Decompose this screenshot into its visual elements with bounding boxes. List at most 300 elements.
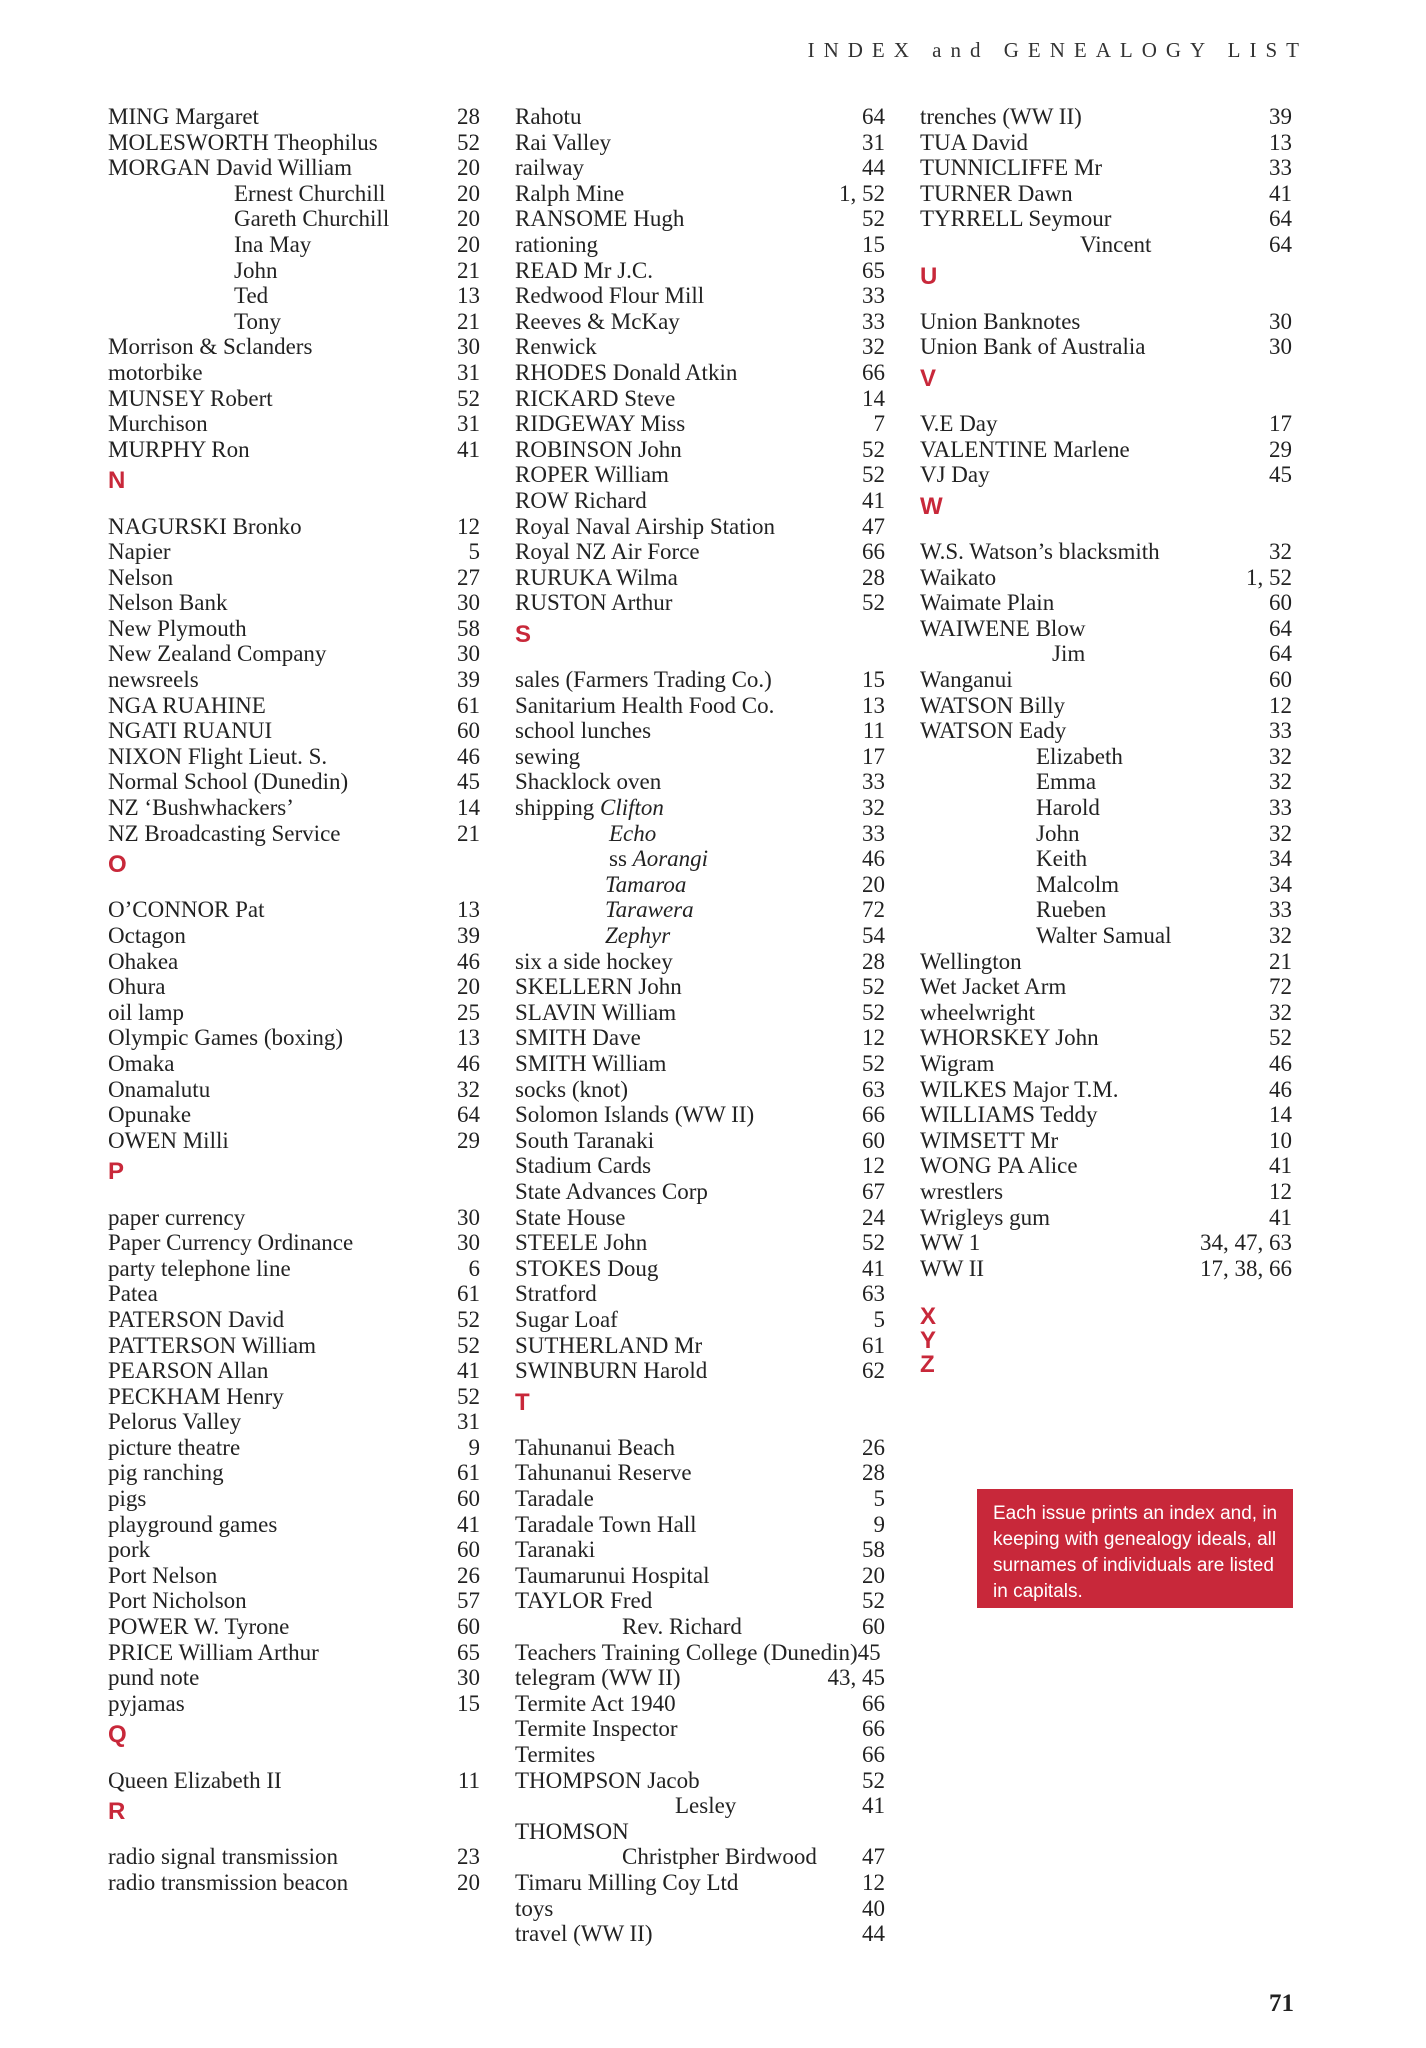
entry-pages: 66 <box>862 1102 885 1128</box>
entry-name: Port Nicholson <box>108 1588 247 1614</box>
entry-pages: 64 <box>457 1102 480 1128</box>
entry-pages: 60 <box>862 1127 885 1153</box>
entry-pages: 52 <box>862 974 885 1000</box>
entry-name: newsreels <box>108 667 199 693</box>
index-entry <box>108 1102 480 1128</box>
entry-pages: 52 <box>862 436 885 462</box>
section-letter: R <box>108 1798 126 1826</box>
entry-name: SKELLERN John <box>515 974 682 1000</box>
entry-name: six a side hockey <box>515 948 673 974</box>
entry-pages: 13 <box>457 897 480 923</box>
ship-name: Tarawera <box>605 897 694 923</box>
entry-pages: 32 <box>1269 769 1292 795</box>
entry-name: wheelwright <box>920 999 1035 1025</box>
entry-pages: 28 <box>862 948 885 974</box>
entry-pages: 64 <box>862 104 885 129</box>
index-entry <box>515 514 885 540</box>
index-entry <box>515 1896 885 1922</box>
entry-name: Renwick <box>515 334 597 360</box>
entry-name: rationing <box>515 231 599 257</box>
index-entry <box>108 1051 480 1077</box>
entry-pages: 64 <box>1269 615 1292 641</box>
index-entry <box>108 1025 480 1051</box>
entry-pages: 21 <box>457 820 480 846</box>
index-entry <box>515 1205 885 1231</box>
entry-pages: 33 <box>1269 795 1292 821</box>
entry-name: pork <box>108 1537 151 1563</box>
entry-name: Teachers Training College (Dunedin)45 <box>515 1639 881 1665</box>
entry-pages: 32 <box>862 795 885 821</box>
section-letters-xyz <box>920 1305 1292 1377</box>
index-entry <box>920 181 1292 207</box>
index-entry <box>920 565 1292 591</box>
index-entry <box>515 1844 885 1870</box>
entry-name: Onamalutu <box>108 1076 211 1102</box>
entry-pages: 46 <box>1269 1050 1292 1076</box>
entry-pages: 63 <box>862 1281 885 1307</box>
entry-name: pyjamas <box>108 1690 185 1716</box>
index-entry <box>108 641 480 667</box>
index-entry <box>515 846 885 872</box>
entry-name: Patea <box>108 1281 158 1307</box>
entry-name: WILLIAMS Teddy <box>920 1102 1098 1128</box>
entry-name: Tahunanui Reserve <box>515 1460 692 1486</box>
entry-name: Waikato <box>920 564 997 590</box>
index-entry <box>108 1205 480 1231</box>
entry-pages: 21 <box>457 308 480 334</box>
entry-pages: 34 <box>1269 871 1292 897</box>
index-entry <box>920 923 1292 949</box>
entry-name: Emma <box>1036 769 1097 795</box>
entry-pages: 14 <box>862 385 885 411</box>
entry-name: playground games <box>108 1511 278 1537</box>
index-entry <box>108 1691 480 1717</box>
entry-pages: 27 <box>457 564 480 590</box>
entry-pages: 66 <box>862 1690 885 1716</box>
entry-pages: 66 <box>862 539 885 565</box>
entry-pages: 26 <box>862 1434 885 1460</box>
index-entry <box>515 1179 885 1205</box>
index-entry <box>515 1819 885 1845</box>
entry-name: TURNER Dawn <box>920 180 1073 206</box>
entry-pages: 32 <box>457 1076 480 1102</box>
entry-name: Tony <box>234 308 281 334</box>
index-entry <box>108 1537 480 1563</box>
entry-pages: 32 <box>1269 923 1292 948</box>
entry-name: WAIWENE Blow <box>920 615 1086 641</box>
entry-pages: 28 <box>862 564 885 590</box>
entry-pages: 41 <box>1269 1153 1292 1179</box>
entry-name: Rueben <box>1036 897 1107 923</box>
index-entry <box>920 590 1292 616</box>
entry-name: radio signal transmission <box>108 1844 338 1870</box>
entry-name: Sugar Loaf <box>515 1306 618 1332</box>
index-entry <box>108 1230 480 1256</box>
index-entry <box>108 334 480 360</box>
entry-pages: 46 <box>457 948 480 974</box>
entry-pages: 12 <box>862 1869 885 1895</box>
index-entry <box>515 1640 885 1666</box>
entry-name: WHORSKEY John <box>920 1025 1099 1051</box>
entry-pages: 32 <box>862 334 885 360</box>
index-entry <box>920 1102 1292 1128</box>
entry-name: Morrison & Sclanders <box>108 334 313 360</box>
index-entry <box>515 206 885 232</box>
index-entry <box>515 1128 885 1154</box>
entry-pages: 60 <box>862 1614 885 1640</box>
entry-name: Rai Valley <box>515 129 612 155</box>
entry-name: ROW Richard <box>515 487 647 513</box>
index-column-3 <box>920 104 1292 1377</box>
index-entry <box>920 693 1292 719</box>
entry-name: Wanganui <box>920 667 1013 693</box>
index-entry <box>515 1870 885 1896</box>
entry-pages: 41 <box>1269 180 1292 206</box>
index-entry <box>108 539 480 565</box>
entry-name: Nelson <box>108 564 174 590</box>
entry-pages: 33 <box>1269 155 1292 181</box>
entry-pages: 12 <box>862 1025 885 1051</box>
entry-name: TUNNICLIFFE Mr <box>920 155 1103 181</box>
entry-name: Gareth Churchill <box>234 206 390 232</box>
index-entry <box>108 1435 480 1461</box>
entry-pages: 52 <box>1269 1025 1292 1051</box>
section-letter: X <box>920 1303 937 1331</box>
index-entry <box>108 411 480 437</box>
index-entry <box>515 1333 885 1359</box>
entry-name: NAGURSKI Bronko <box>108 513 302 539</box>
entry-pages: 24 <box>862 1204 885 1230</box>
entry-pages: 9 <box>873 1511 885 1537</box>
index-entry <box>108 616 480 642</box>
entry-pages: 52 <box>862 999 885 1025</box>
index-entry <box>920 667 1292 693</box>
entry-name: toys <box>515 1895 554 1921</box>
entry-name: Rahotu <box>515 104 582 129</box>
index-entry <box>108 1384 480 1410</box>
entry-pages: 64 <box>1269 231 1292 257</box>
entry-name: ROPER William <box>515 462 669 488</box>
entry-pages: 47 <box>862 513 885 539</box>
entry-pages: 12 <box>1269 692 1292 718</box>
entry-name <box>605 923 670 949</box>
entry-pages: 31 <box>862 129 885 155</box>
entry-pages: 23 <box>457 1844 480 1870</box>
index-entry <box>515 1716 885 1742</box>
entry-name: RANSOME Hugh <box>515 206 685 232</box>
entry-name: trenches (WW II) <box>920 104 1082 129</box>
index-entry <box>108 206 480 232</box>
entry-name: Taradale Town Hall <box>515 1511 697 1537</box>
entry-pages: 30 <box>457 641 480 667</box>
index-entry <box>108 437 480 463</box>
entry-name: Taranaki <box>515 1537 596 1563</box>
index-entry <box>515 104 885 130</box>
entry-name: Queen Elizabeth II <box>108 1767 282 1793</box>
entry-name: picture theatre <box>108 1434 241 1460</box>
index-entry <box>515 283 885 309</box>
index-entry <box>515 1588 885 1614</box>
index-entry <box>920 846 1292 872</box>
ship-name: Aorangi <box>632 846 709 872</box>
entry-name: NIXON Flight Lieut. S. <box>108 743 328 769</box>
index-entry <box>108 309 480 335</box>
running-header: INDEX and GENEALOGY LIST <box>807 38 1308 62</box>
entry-name: PATTERSON William <box>108 1332 317 1358</box>
index-entry <box>920 1179 1292 1205</box>
entry-name: MING Margaret <box>108 104 259 129</box>
entry-pages: 15 <box>862 667 885 693</box>
index-entry <box>515 1307 885 1333</box>
entry-pages: 52 <box>457 129 480 155</box>
index-entry <box>515 923 885 949</box>
entry-name: WW II <box>920 1255 985 1281</box>
entry-pages: 32 <box>1269 539 1292 565</box>
entry-name: RIDGEWAY Miss <box>515 411 686 437</box>
index-entry <box>515 334 885 360</box>
entry-pages: 45 <box>457 769 480 795</box>
entry-name: Pelorus Valley <box>108 1409 242 1435</box>
entry-name: Elizabeth <box>1036 743 1123 769</box>
entry-pages: 52 <box>862 206 885 232</box>
index-entry <box>108 1307 480 1333</box>
entry-pages: 64 <box>1269 206 1292 232</box>
entry-name: radio transmission beacon <box>108 1869 349 1895</box>
entry-name: pund note <box>108 1665 200 1691</box>
entry-name: RICKARD Steve <box>515 385 676 411</box>
index-entry <box>108 130 480 156</box>
index-entry <box>515 897 885 923</box>
entry-pages: 17 <box>862 743 885 769</box>
entry-name: V.E Day <box>920 411 998 437</box>
entry-pages: 52 <box>457 1306 480 1332</box>
entry-pages: 41 <box>862 1793 885 1819</box>
entry-pages: 39 <box>1269 104 1292 129</box>
section-letter: Q <box>108 1721 127 1749</box>
index-entry <box>515 821 885 847</box>
entry-pages: 32 <box>1269 820 1292 846</box>
section-letter: S <box>515 620 532 648</box>
index-entry <box>108 1563 480 1589</box>
entry-name: Malcolm <box>1036 871 1120 897</box>
index-entry <box>920 130 1292 156</box>
entry-name: Shacklock oven <box>515 769 662 795</box>
index-entry <box>108 1128 480 1154</box>
index-entry <box>515 1691 885 1717</box>
entry-pages: 67 <box>862 1178 885 1204</box>
index-entry <box>920 437 1292 463</box>
index-entry <box>515 1665 885 1691</box>
index-entry <box>515 1051 885 1077</box>
index-entry <box>108 1358 480 1384</box>
entry-name: Tahunanui Beach <box>515 1434 675 1460</box>
entry-pages: 46 <box>862 846 885 872</box>
index-entry <box>515 309 885 335</box>
index-entry <box>108 974 480 1000</box>
index-entry <box>515 437 885 463</box>
entry-pages: 11 <box>862 718 885 744</box>
entry-pages: 33 <box>862 308 885 334</box>
index-entry <box>515 1000 885 1026</box>
entry-pages: 43, 45 <box>827 1665 885 1691</box>
index-entry <box>920 974 1292 1000</box>
entry-pages: 58 <box>457 615 480 641</box>
index-entry <box>108 667 480 693</box>
index-column-2 <box>515 104 885 1947</box>
entry-name <box>605 897 694 923</box>
section-letter: O <box>108 851 127 879</box>
index-entry <box>515 590 885 616</box>
index-entry <box>108 1870 480 1896</box>
index-entry <box>515 488 885 514</box>
index-entry <box>108 386 480 412</box>
entry-pages: 52 <box>862 462 885 488</box>
entry-pages: 60 <box>1269 667 1292 693</box>
entry-name: MOLESWORTH Theophilus <box>108 129 378 155</box>
index-entry <box>108 232 480 258</box>
entry-name: wrestlers <box>920 1178 1004 1204</box>
entry-name: John <box>1036 820 1080 846</box>
entry-pages: 64 <box>1269 641 1292 667</box>
index-entry <box>515 1153 885 1179</box>
index-entry <box>108 360 480 386</box>
index-entry <box>108 1665 480 1691</box>
index-entry <box>920 1205 1292 1231</box>
index-entry <box>920 718 1292 744</box>
index-entry <box>515 1281 885 1307</box>
index-entry <box>515 718 885 744</box>
index-entry <box>920 334 1292 360</box>
index-entry <box>108 1460 480 1486</box>
entry-name: Opunake <box>108 1102 192 1128</box>
index-entry <box>108 1844 480 1870</box>
entry-name: ROBINSON John <box>515 436 682 462</box>
entry-pages: 52 <box>862 1230 885 1256</box>
index-entry <box>108 1588 480 1614</box>
entry-name: Reeves & McKay <box>515 308 680 334</box>
entry-pages: 29 <box>457 1127 480 1153</box>
index-entry <box>515 539 885 565</box>
entry-name: TAYLOR Fred <box>515 1588 653 1614</box>
entry-name: Sanitarium Health Food Co. <box>515 692 775 718</box>
entry-name: RUSTON Arthur <box>515 590 673 616</box>
section-letter: U <box>920 262 938 290</box>
index-entry <box>920 539 1292 565</box>
entry-pages: 30 <box>457 1230 480 1256</box>
index-entry <box>108 1640 480 1666</box>
entry-pages: 52 <box>862 1767 885 1793</box>
ship-name: Echo <box>609 820 657 846</box>
index-entry <box>920 309 1292 335</box>
entry-pages: 12 <box>457 513 480 539</box>
entry-pages: 39 <box>457 667 480 693</box>
entry-pages: 17, 38, 66 <box>1200 1255 1292 1281</box>
entry-pages: 66 <box>862 359 885 385</box>
entry-pages: 72 <box>1269 974 1292 1000</box>
index-entry <box>108 1486 480 1512</box>
entry-name: Wet Jacket Arm <box>920 974 1067 1000</box>
entry-name: Wigram <box>920 1050 995 1076</box>
index-entry <box>920 1025 1292 1051</box>
entry-name: ss Aorangi <box>609 846 709 872</box>
entry-name: PEARSON Allan <box>108 1358 269 1384</box>
entry-pages: 52 <box>862 1588 885 1614</box>
index-entry <box>515 258 885 284</box>
entry-name: Christpher Birdwood <box>622 1844 817 1870</box>
entry-name: Jim <box>1052 641 1086 667</box>
entry-name: Termites <box>515 1742 596 1767</box>
entry-pages: 41 <box>457 1358 480 1384</box>
entry-pages: 20 <box>862 871 885 897</box>
entry-name: NGATI RUANUI <box>108 718 273 744</box>
entry-name: travel (WW II) <box>515 1921 653 1947</box>
entry-pages: 41 <box>862 487 885 513</box>
index-entry <box>515 1102 885 1128</box>
entry-name: school lunches <box>515 718 652 744</box>
entry-pages: 46 <box>1269 1076 1292 1102</box>
index-entry <box>515 1921 885 1947</box>
entry-pages: 20 <box>457 155 480 181</box>
entry-name: Walter Samual <box>1036 923 1172 948</box>
entry-pages: 41 <box>457 1511 480 1537</box>
entry-pages: 60 <box>457 1537 480 1563</box>
entry-name: Royal Naval Airship Station <box>515 513 776 539</box>
entry-name: sewing <box>515 743 581 769</box>
entry-name: Redwood Flour Mill <box>515 283 705 309</box>
entry-pages: 60 <box>457 718 480 744</box>
section-letter: N <box>108 467 126 495</box>
entry-name: South Taranaki <box>515 1127 655 1153</box>
entry-name: WONG PA Alice <box>920 1153 1078 1179</box>
entry-pages: 26 <box>457 1562 480 1588</box>
entry-pages: 5 <box>873 1486 885 1512</box>
entry-name: SWINBURN Harold <box>515 1358 708 1384</box>
entry-pages: 52 <box>457 1332 480 1358</box>
ship-name: Tamaroa <box>605 871 687 897</box>
page-number: 71 <box>1269 1990 1294 2017</box>
index-entry <box>108 1512 480 1538</box>
entry-pages: 11 <box>457 1767 480 1793</box>
entry-pages: 58 <box>862 1537 885 1563</box>
entry-name: John <box>234 257 278 283</box>
index-entry <box>108 104 480 130</box>
index-entry <box>515 1614 885 1640</box>
entry-name: WATSON Eady <box>920 718 1067 744</box>
entry-name: TUA David <box>920 129 1028 155</box>
index-entry <box>515 1793 885 1819</box>
entry-name: STOKES Doug <box>515 1255 659 1281</box>
entry-pages: 60 <box>457 1614 480 1640</box>
index-entry <box>108 1768 480 1794</box>
entry-name: Wellington <box>920 948 1022 974</box>
index-entry <box>108 258 480 284</box>
ship-name: Zephyr <box>605 923 671 948</box>
entry-pages: 20 <box>457 1869 480 1895</box>
entry-name: TYRRELL Seymour <box>920 206 1112 232</box>
index-entry <box>108 1409 480 1435</box>
index-entry <box>108 821 480 847</box>
entry-pages: 31 <box>457 359 480 385</box>
entry-pages: 72 <box>862 897 885 923</box>
section-letter: V <box>920 364 937 392</box>
entry-name: State House <box>515 1204 626 1230</box>
entry-pages: 33 <box>1269 897 1292 923</box>
entry-pages: 21 <box>457 257 480 283</box>
index-entry <box>108 283 480 309</box>
entry-name: Rev. Richard <box>622 1614 742 1640</box>
entry-name: Union Banknotes <box>920 308 1081 334</box>
entry-pages: 60 <box>1269 590 1292 616</box>
